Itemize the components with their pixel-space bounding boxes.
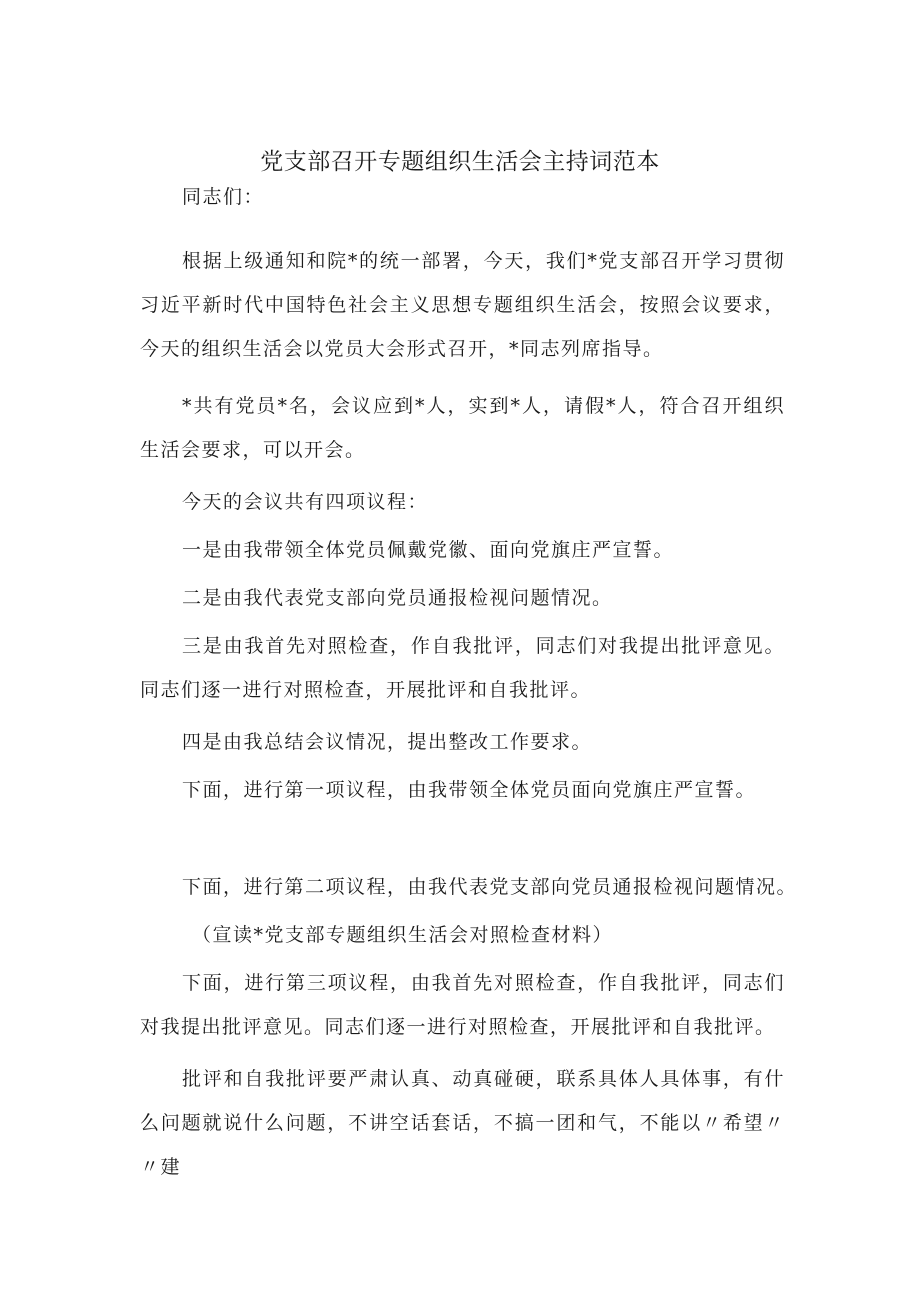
paragraph-first-item: 下面，进行第一项议程，由我带领全体党员面向党旗庄严宣誓。	[182, 779, 757, 801]
salutation: 同志们：	[182, 186, 265, 208]
paragraph-attendance: *共有党员*名，会议应到*人，实到*人，请假*人，符合召开组织生活会要求，可以开会。	[140, 395, 785, 461]
paragraph-criticism: 批评和自我批评要严肃认真、动真碰硬，联系具体人具体事，有什么问题就说什么问题，不讲空话套话，不搞一团和气，不能以〃希望〃〃建	[140, 1068, 785, 1178]
paragraph-third-item: 下面，进行第三项议程，由我首先对照检查，作自我批评，同志们对我提出批评意见。同志们逐一进行对照检查，开展批评和自我批评。	[140, 972, 785, 1038]
paragraph-intro: 根据上级通知和院*的统一部署，今天，我们*党支部召开学习贯彻习近平新时代中国特色社会主义思想专题组织生活会，按照会议要求，今天的组织生活会以党员大会形式召开，*同志列席指导。	[140, 250, 785, 360]
agenda-item-1: 一是由我带领全体党员佩戴党徽、面向党旗庄严宣誓。	[182, 539, 675, 561]
agenda-item-4: 四是由我总结会议情况，提出整改工作要求。	[182, 731, 593, 753]
paragraph-second-item: 下面，进行第二项议程，由我代表党支部向党员通报检视问题情况。	[182, 876, 798, 898]
agenda-item-2: 二是由我代表党支部向党员通报检视问题情况。	[182, 587, 613, 609]
document-title: 党支部召开专题组织生活会主持词范本	[260, 149, 660, 175]
paragraph-reading-note: （宣读*党支部专题组织生活会对照检查材料）	[192, 924, 614, 946]
agenda-item-3: 三是由我首先对照检查，作自我批评，同志们对我提出批评意见。同志们逐一进行对照检查，开展批评和自我批评。	[140, 635, 785, 701]
paragraph-agenda-intro: 今天的会议共有四项议程：	[182, 491, 429, 513]
